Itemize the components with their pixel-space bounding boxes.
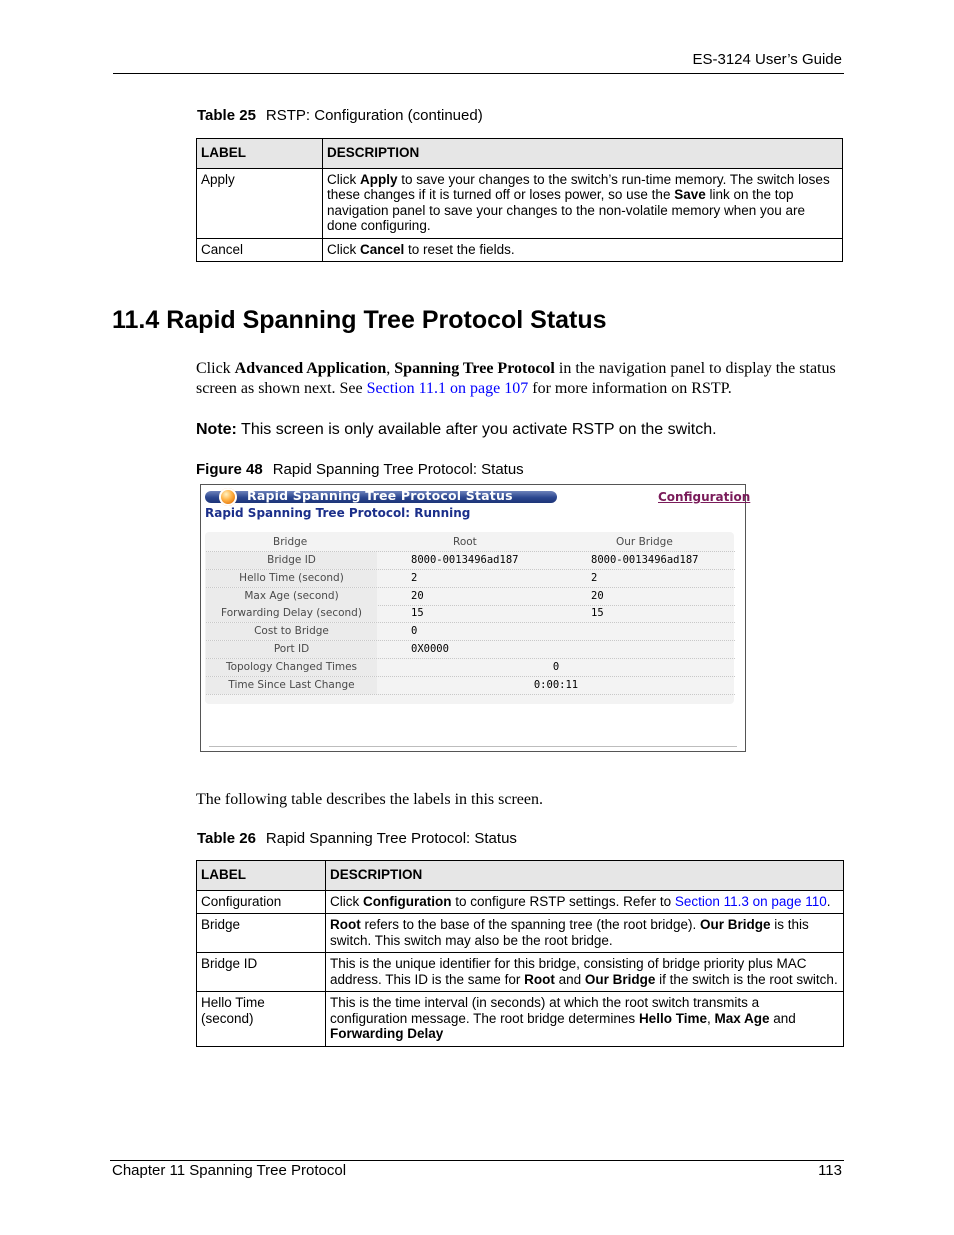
table-cell-label: Bridge [197, 914, 326, 953]
orb-icon [219, 488, 237, 506]
table26 [196, 860, 844, 1047]
table-cell-label: Bridge ID [197, 953, 326, 992]
note-label: Note: [196, 421, 237, 438]
table25-header-label: LABEL [197, 139, 323, 169]
table-cell-description: Click Configuration to configure RSTP settings. Refer to Section 11.3 on page 110. [326, 890, 844, 914]
root-value: 0 [411, 625, 418, 638]
table26-caption-number: Table 26 [197, 830, 256, 847]
root-value: 2 [411, 571, 418, 584]
combined-value: 0:00:11 [533, 678, 579, 691]
table-cell-description: Root refers to the base of the spanning tree (the root bridge). Our Bridge is this switch. This switch may also be the root bridge. [326, 914, 844, 953]
figure48-caption [196, 461, 524, 478]
status-row [206, 677, 735, 695]
status-row-label: Topology Changed Times [225, 660, 358, 673]
header-root: Root [453, 536, 477, 548]
note-text: This screen is only available after you activate RSTP on the switch. [236, 421, 717, 438]
table25 [196, 138, 843, 262]
table26-header-label: LABEL [197, 861, 326, 891]
table-row [197, 890, 844, 914]
rstp-running-status: Rapid Spanning Tree Protocol: Running [205, 506, 471, 520]
status-row-label: Forwarding Delay (second) [221, 607, 362, 620]
screen-bottom-rule [209, 746, 737, 747]
page-number: 113 [818, 1162, 842, 1179]
status-header-row [206, 534, 735, 552]
our-bridge-value: 15 [591, 607, 604, 620]
status-row [206, 605, 735, 623]
table-row [197, 914, 844, 953]
table25-caption-text: RSTP: Configuration (continued) [265, 107, 483, 124]
status-row [206, 659, 735, 677]
root-value: 15 [411, 607, 424, 620]
status-row [206, 588, 735, 606]
table-cell-label: Configuration [197, 890, 326, 914]
status-row [206, 623, 735, 641]
our-bridge-value: 2 [591, 571, 598, 584]
table-row [197, 238, 843, 262]
table25-caption-number: Table 25 [197, 107, 256, 124]
table-cell-label: Hello Time (second) [197, 992, 326, 1047]
our-bridge-value: 20 [591, 589, 604, 602]
root-value: 20 [411, 589, 424, 602]
table-intro-text: The following table describes the labels in this screen. [196, 791, 544, 808]
running-header: ES-3124 User’s Guide [692, 51, 842, 68]
rstp-status-screenshot [200, 484, 751, 752]
status-row-label: Max Age (second) [244, 589, 339, 602]
figure48-caption-number: Figure 48 [196, 461, 263, 478]
status-row-label: Cost to Bridge [254, 625, 329, 638]
table25-caption [197, 107, 483, 124]
note [196, 421, 717, 439]
root-value: 0X0000 [411, 643, 449, 655]
table-cell-description: Click Cancel to reset the fields. [323, 238, 843, 262]
combined-value: 0 [552, 660, 560, 673]
header-bridge: Bridge [273, 536, 308, 548]
status-row [206, 641, 735, 659]
table-cell-description: This is the unique identifier for this bridge, consisting of bridge priority plus MAC address. This ID is the same for Root and Our Bridge if the switch is the root switch. [326, 953, 844, 992]
section-link[interactable]: Section 11.1 on page 107 [366, 380, 529, 397]
table-cell-label: Cancel [197, 238, 323, 262]
status-row [206, 570, 735, 588]
figure48-caption-text: Rapid Spanning Tree Protocol: Status [272, 461, 524, 478]
root-value: 8000-0013496ad187 [411, 554, 519, 566]
table-row [197, 953, 844, 992]
footer-rule [110, 1160, 844, 1161]
table-cell-description: This is the time interval (in seconds) at which the root switch transmits a configuration message. The root bridge determines Hello Time, Max Age and Forwarding Delay [326, 992, 844, 1047]
table25-header-description: DESCRIPTION [323, 139, 843, 169]
table-cell-description: Click Apply to save your changes to the switch’s run-time memory. The switch loses these changes if it is turned off or loses power, so use the Save link on the top navigation panel to save your changes to the non-volatile memory when you are done configuring. [323, 168, 843, 238]
our-bridge-value: 8000-0013496ad187 [591, 554, 699, 566]
table26-caption [197, 830, 517, 847]
table26-header-description: DESCRIPTION [326, 861, 844, 891]
status-row [206, 552, 735, 570]
table26-caption-text: Rapid Spanning Tree Protocol: Status [265, 830, 517, 847]
section-heading: 11.4 Rapid Spanning Tree Protocol Status [112, 306, 607, 334]
status-row-label: Time Since Last Change [228, 678, 355, 691]
configuration-link[interactable]: Configuration [658, 490, 751, 504]
screen-title: Rapid Spanning Tree Protocol Status [247, 488, 513, 503]
header-rule [113, 73, 844, 74]
status-row-label: Hello Time (second) [239, 571, 344, 584]
table-cell-label: Apply [197, 168, 323, 238]
footer-chapter: Chapter 11 Spanning Tree Protocol [112, 1162, 347, 1179]
table-row [197, 992, 844, 1047]
header-our-bridge: Our Bridge [616, 536, 673, 548]
status-row-label: Port ID [273, 643, 310, 655]
status-row-label: Bridge ID [267, 554, 316, 566]
intro-paragraph: Click Advanced Application, Spanning Tree Protocol in the navigation panel to display the status screen as shown next. See Section 11.1 on page 107 for more information on RSTP. [196, 360, 836, 397]
table-row [197, 168, 843, 238]
section-link[interactable]: Section 11.3 on page 110 [674, 893, 827, 909]
